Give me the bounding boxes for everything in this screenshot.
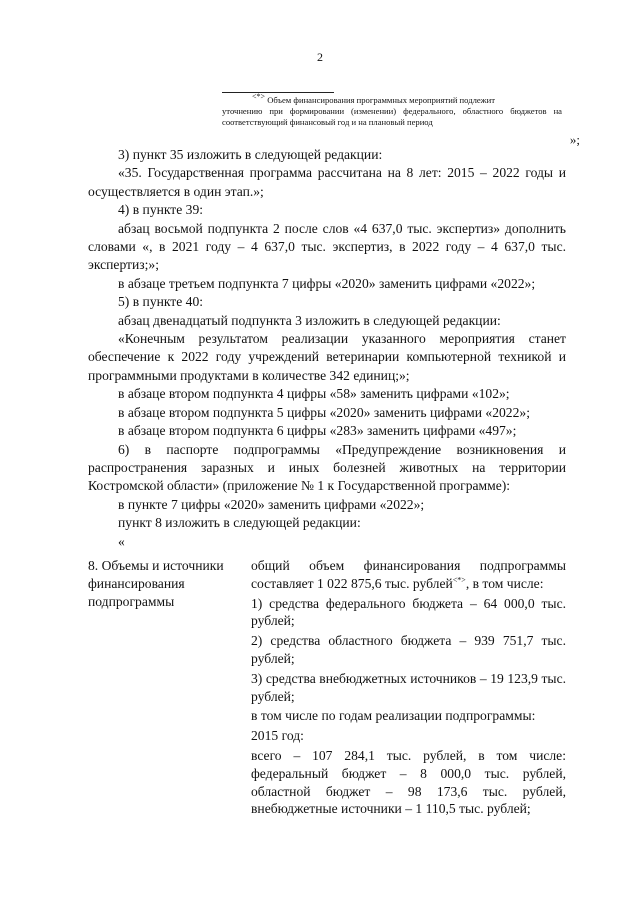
- total-text-tail: , в том числе:: [465, 575, 544, 591]
- paragraph: в абзаце третьем подпункта 7 цифры «2020» заменить цифрами «2022»;: [118, 275, 536, 291]
- source-item: 2) средства областного бюджета – 939 751,7 тыс. рублей;: [251, 633, 566, 666]
- closing-quote: »;: [569, 132, 580, 147]
- year-details: всего – 107 284,1 тыс. рублей, в том числе: федеральный бюджет – 8 000,0 тыс. рублей, областной бюджет – 98 173,6 тыс. рублей, внебюджетные источники – 1 110,5 тыс. рублей;: [251, 747, 566, 817]
- paragraph: в пункте 7 цифры «2020» заменить цифрами «2022»;: [118, 496, 425, 512]
- paragraph: пункт 8 изложить в следующей редакции:: [118, 515, 361, 531]
- paragraph: в абзаце втором подпункта 6 цифры «283» заменить цифрами «497»;: [118, 423, 517, 439]
- total-text: общий объем финансирования подпрограммы составляет 1 022 875,6 тыс. рублей: [251, 558, 566, 591]
- footnote: [222, 92, 562, 128]
- financing-table: [88, 557, 566, 818]
- paragraph: «Конечным результатом реализации указанного мероприятия станет обеспечение к 2022 году учреждений ветеринарии компьютерной техникой и программными продуктами в количестве 342 единиц;»;: [88, 331, 566, 383]
- year-label: 2015 год:: [251, 728, 304, 744]
- paragraph: 6) в паспорте подпрограммы «Предупреждение возникновения и распространения заразных и иных болезней животных на территории Костромской области» (приложение № 1 к Государственной программе):: [88, 441, 566, 494]
- footnote-marker: <*>: [252, 92, 266, 102]
- paragraph: «: [118, 533, 125, 549]
- paragraph: «35. Государственная программа рассчитана на 8 лет: 2015 – 2022 годы и осуществляется в один этап.»;: [88, 165, 566, 199]
- footnote-text-3: на соответствующий финансовый год и на плановый период: [222, 106, 562, 127]
- paragraph: в абзаце втором подпункта 4 цифры «58» заменить цифрами «102»;: [118, 386, 510, 402]
- source-item: 3) средства внебюджетных источников – 19 123,9 тыс. рублей;: [251, 670, 566, 704]
- paragraph: в абзаце втором подпункта 5 цифры «2020» заменить цифрами «2022»;: [118, 404, 530, 420]
- page-number: 2: [317, 50, 323, 64]
- footnote-text-2: уточнению при формировании (изменении) федерального, областного бюджетов: [222, 106, 547, 116]
- source-item: 1) средства федерального бюджета – 64 000,0 тыс. рублей;: [251, 595, 566, 629]
- paragraph: абзац двенадцатый подпункта 3 изложить в следующей редакции:: [118, 312, 501, 328]
- table-row-label: 8. Объемы и источники финансирования подпрограммы: [88, 558, 224, 609]
- by-years-heading: в том числе по годам реализации подпрограммы:: [251, 708, 536, 724]
- table-right-cell: [251, 557, 566, 818]
- paragraph: 5) в пункте 40:: [118, 294, 204, 310]
- total-footnote-marker: <*>: [452, 575, 466, 585]
- paragraph: 3) пункт 35 изложить в следующей редакции:: [118, 147, 383, 162]
- paragraph: абзац восьмой подпункта 2 после слов «4 637,0 тыс. экспертиз» дополнить словами «, в 2021 году – 4 637,0 тыс. экспертиз, в 2022 году – 4 637,0 тыс. экспертиз;»;: [88, 220, 566, 273]
- footnote-divider: [222, 92, 334, 93]
- footnote-line-1: [222, 92, 562, 106]
- amendment-text: [88, 146, 566, 551]
- table-left-cell: [88, 557, 251, 818]
- total-financing: [251, 557, 566, 593]
- paragraph: 4) в пункте 39:: [118, 202, 204, 218]
- footnote-text-1: Объем финансирования программных мероприятий подлежит: [267, 95, 495, 105]
